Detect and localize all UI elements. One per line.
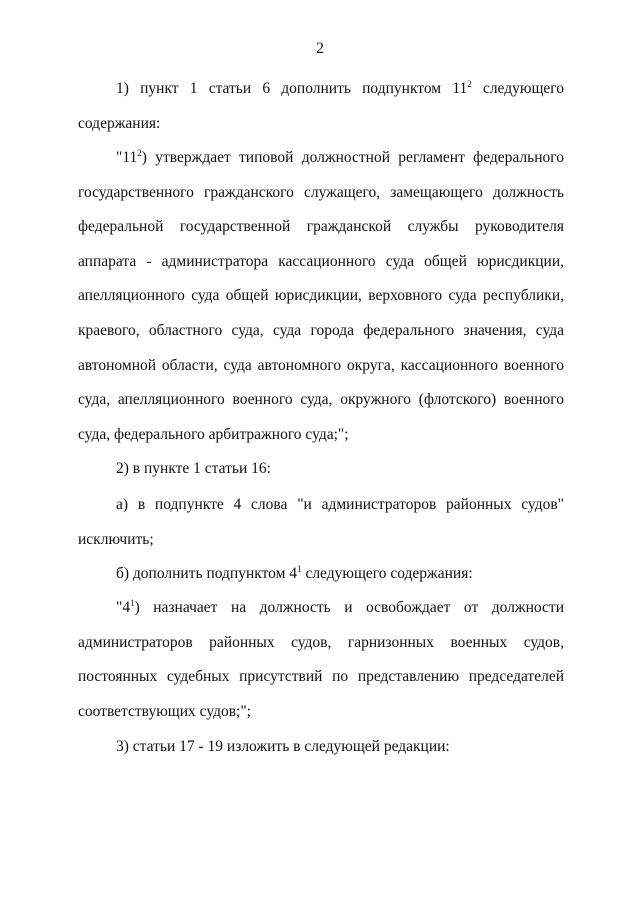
- paragraph-2: "$11^2$) утверждает типовой должностной регламент федерального государственного гражданского служащего, замещающего должность федеральной государственной гражданской службы руководителя аппарата - администратора кассационного суда общей юрисдикции, апелляционного суда общей юрисдикции, верховного суда республики, краевого, областного суда, суда города федерального значения, суда автономной области, суда автономного округа, кассационного военного суда, апелляционного военного суда, окружного (флотского) военного суда, федерального арбитражного суда;";: [78, 148, 564, 443]
- paragraph-3: 2) в пункте 1 статьи 16:: [116, 460, 271, 477]
- superscript: 2: [137, 148, 142, 158]
- paragraph-5: б) дополнить подпунктом $4^1$ следующего содержания:: [116, 564, 473, 582]
- superscript: 2: [467, 79, 472, 89]
- paragraph-1: 1) пункт 1 статьи 6 дополнить подпунктом $11^2$ следующего содержания:: [78, 79, 564, 132]
- superscript: 1: [130, 598, 135, 608]
- paragraph-6: "$4^1$) назначает на должность и освобождает от должности администраторов районных судов, гарнизонных военных судов, постоянных судебных присутствий по представлению председателей соответствующих судов;";: [78, 598, 564, 720]
- paragraph-4: а) в подпункте 4 слова "и администраторов районных судов" исключить;: [78, 496, 564, 548]
- paragraph-7: 3) статьи 17 - 19 изложить в следующей редакции:: [116, 738, 450, 755]
- superscript: 1: [297, 564, 302, 574]
- page-number: 2: [316, 40, 324, 57]
